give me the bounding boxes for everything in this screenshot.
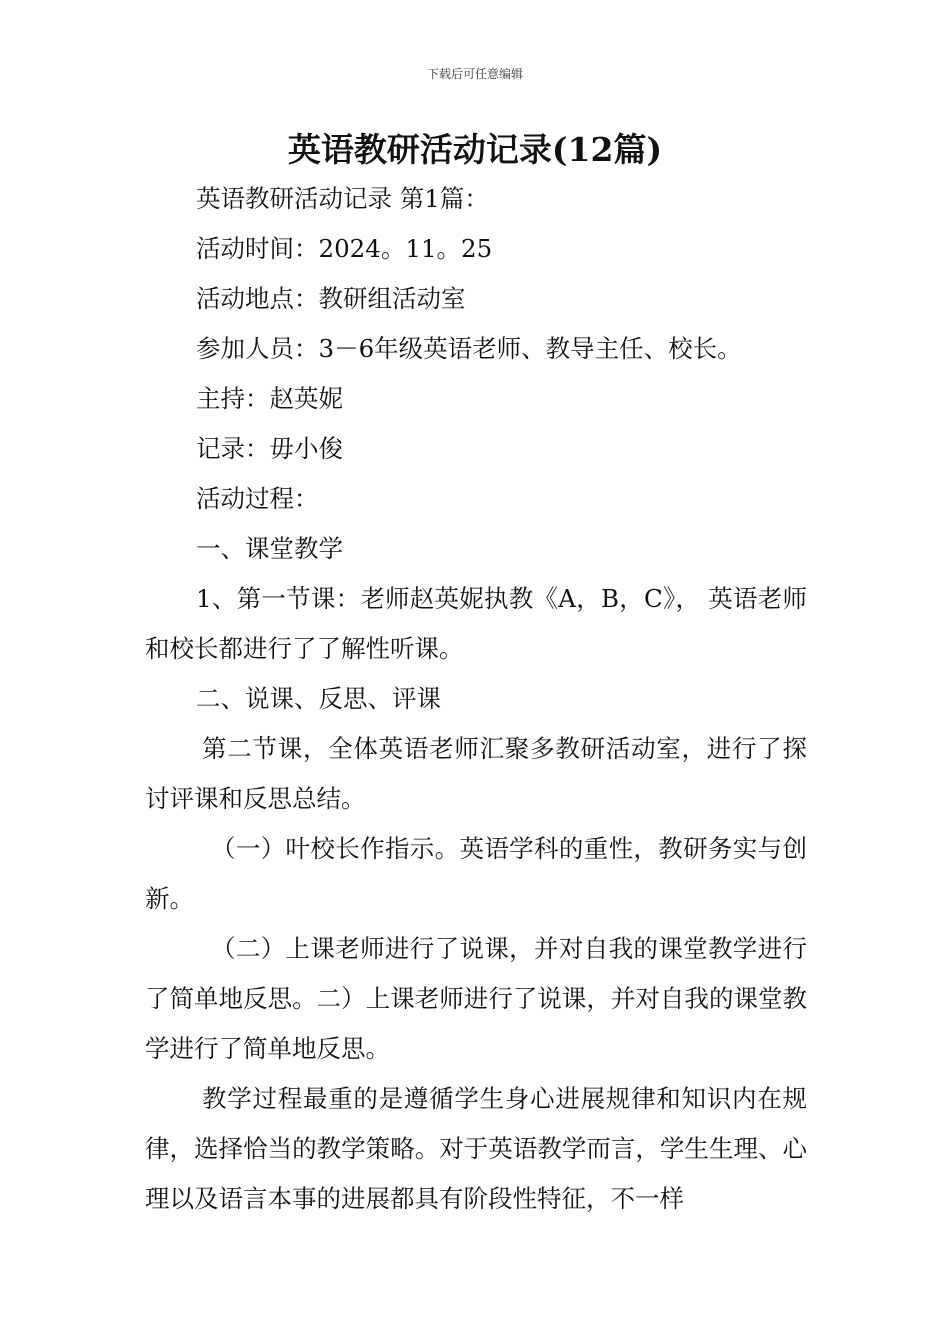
paragraph-section-heading: 英语教研活动记录 第1篇：	[196, 184, 489, 213]
paragraph-first-lesson: 1、第一节课：老师赵英妮执教《A，B，C》， 英语老师和校长都进行了了解性听课。	[145, 584, 807, 663]
paragraph-teaching-process: 教学过程最重的是遵循学生身心进展规律和知识内在规律，选择恰当的教学策略。对于英语教学而言，学生生理、心理以及语言本事的进展都具有阶段性特征，不一样	[145, 1084, 807, 1213]
paragraph-host: 主持：赵英妮	[196, 384, 343, 413]
paragraph-principal-instruction: （一）叶校长作指示。英语学科的重性，教研务实与创新。	[145, 834, 807, 913]
paragraph-participants: 参加人员：3－6年级英语老师、教导主任、校长。	[196, 334, 742, 363]
paragraph-part-one-heading: 一、课堂教学	[196, 534, 343, 563]
paragraph-second-lesson: 第二节课，全体英语老师汇聚多教研活动室，进行了探讨评课和反思总结。	[145, 734, 807, 813]
paragraph-teacher-reflection: （二）上课老师进行了说课，并对自我的课堂教学进行了简单地反思。二）上课老师进行了说课，并对自我的课堂教学进行了简单地反思。	[145, 934, 807, 1063]
paragraph-part-two-heading: 二、说课、反思、评课	[196, 684, 441, 713]
paragraph-activity-location: 活动地点：教研组活动室	[196, 284, 466, 313]
paragraph-recorder: 记录：毋小俊	[196, 434, 343, 463]
page-header-note: 下载后可任意编辑	[426, 67, 523, 81]
paragraph-process-heading: 活动过程：	[196, 484, 319, 513]
document-title: 英语教研活动记录(12篇)	[287, 130, 663, 169]
paragraph-activity-time: 活动时间：2024。11。25	[196, 234, 493, 263]
document-body	[145, 174, 807, 1224]
